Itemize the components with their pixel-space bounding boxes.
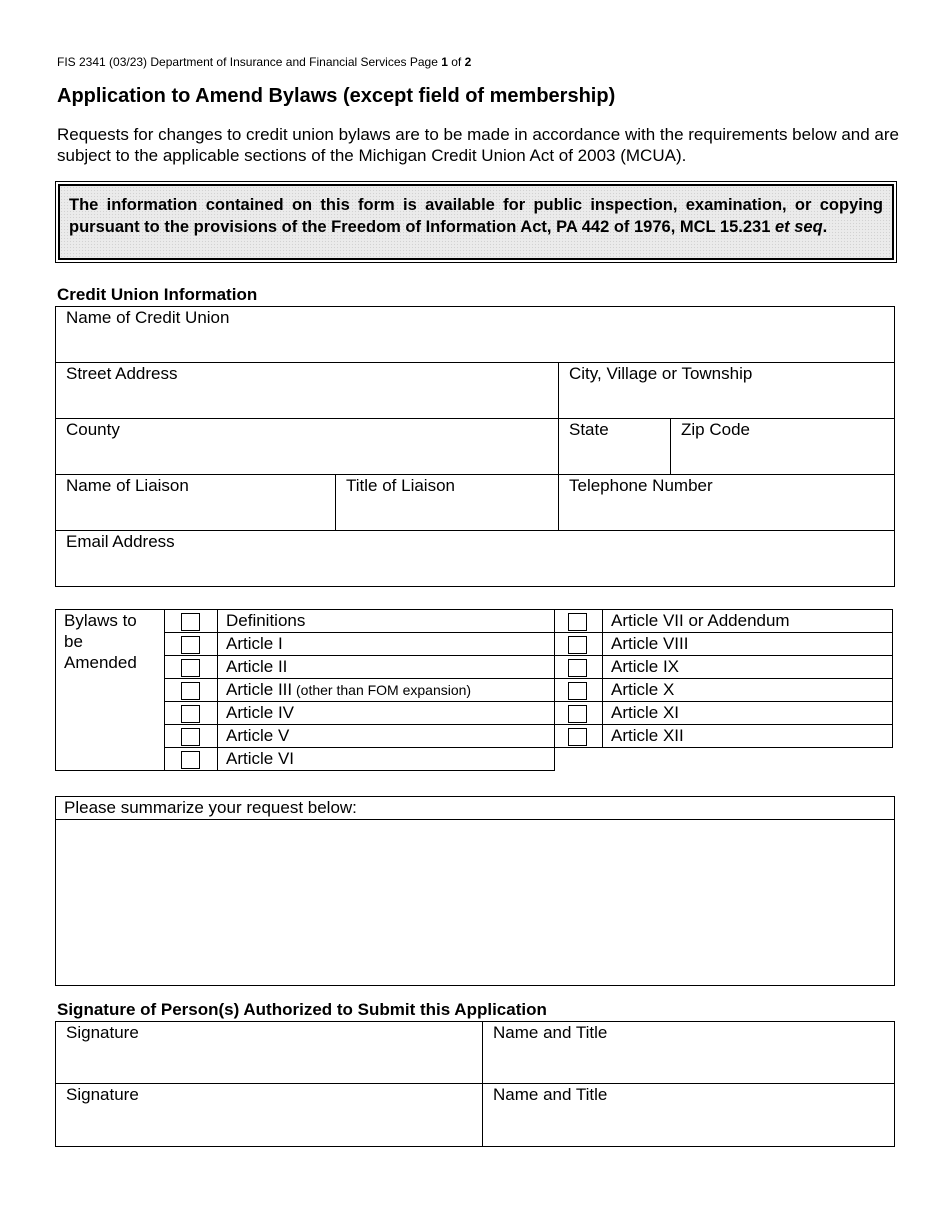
foia-notice-body bbox=[58, 184, 894, 260]
name-title-label-1: Name and Title bbox=[493, 1023, 608, 1042]
liaison-name-field[interactable] bbox=[55, 474, 336, 531]
bylaw-left-item-label: Article IV bbox=[226, 703, 295, 722]
signature-field-2[interactable] bbox=[55, 1083, 483, 1147]
bylaws-label-line-3: Amended bbox=[64, 653, 137, 672]
telephone-field[interactable] bbox=[558, 474, 895, 531]
bylaw-left-item-checkbox[interactable] bbox=[181, 682, 200, 700]
bylaw-right-item-label: Article VII or Addendum bbox=[611, 611, 790, 630]
bylaw-left-item-label: Article III bbox=[226, 680, 293, 699]
bylaw-left-item-label: Article VI bbox=[226, 749, 295, 768]
bylaw-right-item-label-cell bbox=[602, 701, 893, 725]
name-title-field-2[interactable] bbox=[482, 1083, 895, 1147]
signature-label-2: Signature bbox=[66, 1085, 139, 1104]
county-label: County bbox=[66, 420, 120, 439]
bylaw-left-item-checkbox-cell bbox=[164, 747, 218, 771]
email-field[interactable] bbox=[55, 530, 895, 587]
credit-union-name-label: Name of Credit Union bbox=[66, 308, 230, 327]
bylaw-left-item-label-cell bbox=[217, 747, 555, 771]
bylaw-right-item-label: Article IX bbox=[611, 657, 680, 676]
bylaw-right-item-label-cell bbox=[602, 609, 893, 633]
bylaw-left-item-checkbox-cell bbox=[164, 609, 218, 633]
bylaw-left-item-label-cell bbox=[217, 632, 555, 656]
zip-code-label: Zip Code bbox=[681, 420, 750, 439]
liaison-title-field[interactable] bbox=[335, 474, 559, 531]
bylaw-left-item-note: (other than FOM expansion) bbox=[292, 682, 472, 698]
bylaw-left-item-label-cell bbox=[217, 678, 555, 702]
bylaw-left-item-label-cell bbox=[217, 701, 555, 725]
bylaw-left-item-checkbox[interactable] bbox=[181, 728, 200, 746]
bylaw-right-item-checkbox[interactable] bbox=[568, 636, 587, 654]
signature-heading: Signature of Person(s) Authorized to Submit this Application bbox=[57, 1000, 547, 1019]
bylaw-right-item-checkbox-cell bbox=[554, 701, 603, 725]
city-label: City, Village or Township bbox=[569, 364, 753, 383]
bylaw-right-item-label-cell bbox=[602, 678, 893, 702]
bylaw-left-item-checkbox[interactable] bbox=[181, 659, 200, 677]
bylaw-right-item-checkbox[interactable] bbox=[568, 728, 587, 746]
liaison-name-label: Name of Liaison bbox=[66, 476, 189, 495]
page-of: of bbox=[447, 55, 465, 69]
bylaw-right-item-label: Article XI bbox=[611, 703, 680, 722]
signature-label-1: Signature bbox=[66, 1023, 139, 1042]
county-field[interactable] bbox=[55, 418, 559, 475]
bylaw-right-item-label: Article VIII bbox=[611, 634, 689, 653]
page-current: 1 bbox=[441, 55, 448, 69]
foia-notice-text: The information contained on this form is available for public inspection, examination, or copying pursuant to the provisions of the Freedom of Information Act, PA 442 of 1976, MCL 15.231 bbox=[69, 196, 883, 236]
state-label: State bbox=[569, 420, 609, 439]
bylaw-right-item-checkbox-cell bbox=[554, 724, 603, 748]
street-address-field[interactable] bbox=[55, 362, 559, 419]
liaison-title-label: Title of Liaison bbox=[346, 476, 455, 495]
page-title: Application to Amend Bylaws (except field of membership) bbox=[57, 85, 616, 107]
name-title-field-1[interactable] bbox=[482, 1021, 895, 1084]
telephone-label: Telephone Number bbox=[569, 476, 713, 495]
bylaw-left-item-checkbox[interactable] bbox=[181, 636, 200, 654]
street-address-label: Street Address bbox=[66, 364, 178, 383]
bylaw-left-item-checkbox-cell bbox=[164, 724, 218, 748]
bylaw-left-item-checkbox[interactable] bbox=[181, 705, 200, 723]
state-field[interactable] bbox=[558, 418, 671, 475]
bylaw-right-item-checkbox[interactable] bbox=[568, 659, 587, 677]
bylaw-left-item-checkbox[interactable] bbox=[181, 751, 200, 769]
bylaw-right-item-label: Article XII bbox=[611, 726, 684, 745]
bylaw-left-item-checkbox-cell bbox=[164, 678, 218, 702]
summary-label-cell bbox=[55, 796, 895, 820]
credit-union-name-field[interactable] bbox=[55, 306, 895, 363]
bylaw-right-item-checkbox-cell bbox=[554, 655, 603, 679]
bylaw-left-item-label-cell bbox=[217, 724, 555, 748]
bylaw-right-item-checkbox-cell bbox=[554, 632, 603, 656]
signature-field-1[interactable] bbox=[55, 1021, 483, 1084]
bylaw-left-item-label: Article II bbox=[226, 657, 288, 676]
bylaw-left-item-checkbox-cell bbox=[164, 701, 218, 725]
bylaw-right-item-checkbox[interactable] bbox=[568, 705, 587, 723]
form-id: FIS 2341 (03/23) Department of Insurance and Financial Services Page bbox=[57, 55, 442, 69]
bylaw-right-item-checkbox-cell bbox=[554, 609, 603, 633]
summary-label: Please summarize your request below: bbox=[64, 798, 357, 817]
credit-union-info-heading: Credit Union Information bbox=[57, 285, 258, 304]
bylaw-left-item-label: Definitions bbox=[226, 611, 306, 630]
city-field[interactable] bbox=[558, 362, 895, 419]
bylaws-label-line-2: be bbox=[64, 632, 83, 651]
intro-paragraph: Requests for changes to credit union bylaws are to be made in accordance with the requirements below and are subject to the applicable sections of the Michigan Credit Union Act of 2003 (MCUA). bbox=[57, 125, 899, 165]
bylaw-right-item-checkbox[interactable] bbox=[568, 613, 587, 631]
bylaw-right-item-label-cell bbox=[602, 724, 893, 748]
name-title-label-2: Name and Title bbox=[493, 1085, 608, 1104]
bylaw-right-item-label-cell bbox=[602, 632, 893, 656]
bylaw-left-item-label: Article I bbox=[226, 634, 283, 653]
zip-code-field[interactable] bbox=[670, 418, 895, 475]
bylaw-right-item-label-cell bbox=[602, 655, 893, 679]
summary-textarea[interactable] bbox=[55, 819, 895, 986]
form-header bbox=[57, 55, 471, 69]
bylaws-label-cell bbox=[55, 609, 165, 771]
page-total: 2 bbox=[464, 55, 472, 69]
bylaw-left-item-checkbox-cell bbox=[164, 632, 218, 656]
foia-notice-italic: et seq bbox=[774, 217, 823, 236]
bylaw-right-item-label: Article X bbox=[611, 680, 675, 699]
foia-notice-end: . bbox=[822, 217, 828, 236]
bylaw-left-item-label: Article V bbox=[226, 726, 290, 745]
bylaw-left-item-checkbox[interactable] bbox=[181, 613, 200, 631]
bylaws-label-line-1: Bylaws to bbox=[64, 611, 137, 630]
bylaw-left-item-label-cell bbox=[217, 655, 555, 679]
bylaw-left-item-checkbox-cell bbox=[164, 655, 218, 679]
bylaw-right-item-checkbox[interactable] bbox=[568, 682, 587, 700]
email-label: Email Address bbox=[66, 532, 175, 551]
bylaw-right-item-checkbox-cell bbox=[554, 678, 603, 702]
bylaw-left-item-label-cell bbox=[217, 609, 555, 633]
foia-notice bbox=[55, 181, 897, 263]
